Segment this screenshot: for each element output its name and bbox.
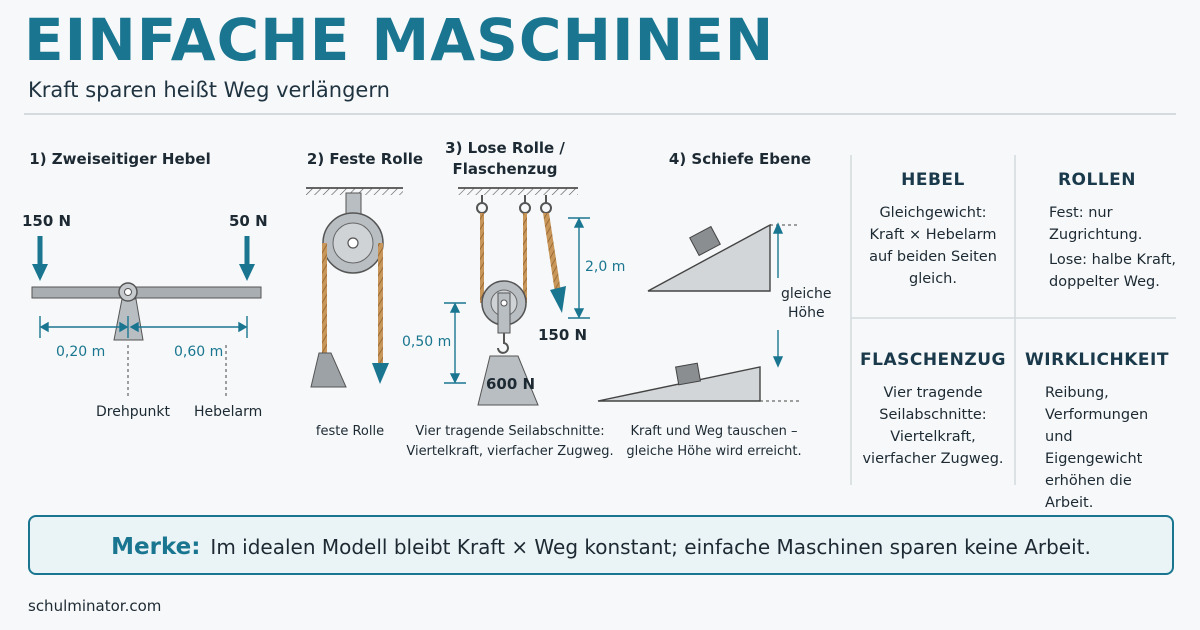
pull-force-label: 150 N <box>538 326 588 344</box>
lever-heading: 1) Zweiseitiger Hebel <box>29 150 211 168</box>
card-rollen-line: Lose: halbe Kraft, <box>1049 252 1177 268</box>
note-label: Merke: <box>111 534 201 560</box>
fixed-pulley-caption: feste Rolle <box>315 424 385 439</box>
card-rollen-text <box>1017 202 1177 293</box>
hanging-weight <box>311 353 346 387</box>
card-hebel <box>853 170 1013 290</box>
incline-height-label-line1: gleiche <box>781 286 832 302</box>
force-arrow-left <box>32 236 48 281</box>
incline-height-label-line2: Höhe <box>788 305 825 321</box>
fixed-pulley-diagram <box>306 188 403 387</box>
card-flaschenzug-title: FLASCHENZUG <box>860 350 1006 370</box>
lever-beam <box>32 287 261 298</box>
note-content <box>30 534 1172 560</box>
lever-force-left: 150 N <box>22 212 72 230</box>
lever-force-right: 50 N <box>229 212 268 230</box>
card-wirklichkeit-line: Reibung, <box>1045 385 1109 401</box>
card-flaschenzug <box>853 350 1013 470</box>
page-subtitle: Kraft sparen heißt Weg verlängern <box>28 78 390 102</box>
lever-arm-left: 0,20 m <box>56 344 106 360</box>
card-wirklichkeit-text <box>1017 382 1177 514</box>
note-box <box>28 515 1174 575</box>
card-hebel-line: Gleichgewicht: <box>879 205 987 221</box>
incline-caption-line1: Kraft und Weg tauschen – <box>630 424 798 439</box>
lever-arm-right: 0,60 m <box>174 344 224 360</box>
card-hebel-title: HEBEL <box>901 170 965 190</box>
card-hebel-text <box>853 202 1013 290</box>
incline-diagram <box>598 224 800 401</box>
card-wirklichkeit-line: erhöhen die Arbeit. <box>1045 473 1132 511</box>
card-wirklichkeit <box>1017 350 1177 514</box>
steep-ramp-block <box>690 227 721 256</box>
block-tackle-caption-line2: Viertelkraft, vierfacher Zugweg. <box>406 444 614 459</box>
card-rollen-line: Fest: nur <box>1049 205 1113 221</box>
shallow-ramp-block <box>676 363 701 385</box>
incline-heading: 4) Schiefe Ebene <box>668 150 812 168</box>
card-flaschenzug-line: vierfacher Zugweg. <box>862 451 1004 467</box>
pivot-label: Drehpunkt <box>96 404 170 420</box>
arm-dimensions <box>40 316 247 338</box>
note-text: Im idealen Modell bleibt Kraft × Weg konstant; einfache Maschinen sparen keine Arbeit. <box>210 535 1091 559</box>
lift-distance-label: 0,50 m <box>402 334 452 350</box>
card-flaschenzug-text <box>853 382 1013 470</box>
card-rollen-line: Zugrichtung. <box>1049 227 1143 243</box>
incline-caption-line2: gleiche Höhe wird erreicht. <box>626 444 802 459</box>
card-flaschenzug-line: Vier tragende <box>883 385 983 401</box>
card-flaschenzug-line: Viertelkraft, <box>890 429 976 445</box>
block-tackle-heading-line2: Flaschenzug <box>452 160 558 178</box>
card-wirklichkeit-line: Eigengewicht <box>1045 451 1143 467</box>
pull-distance-label: 2,0 m <box>585 259 626 275</box>
force-arrow-right <box>239 236 255 281</box>
load-label: 600 N <box>486 375 536 393</box>
block-tackle-heading-line1: 3) Lose Rolle / <box>445 139 565 157</box>
lever-arm-label: Hebelarm <box>194 404 263 420</box>
card-hebel-line: Kraft × Hebelarm <box>869 227 997 243</box>
footer-site: schulminator.com <box>28 597 162 615</box>
card-hebel-line: gleich. <box>909 271 957 287</box>
pull-arrow <box>372 363 389 384</box>
block-tackle-caption-line1: Vier tragende Seilabschnitte: <box>415 424 605 439</box>
card-wirklichkeit-line: Verformungen und <box>1045 407 1149 445</box>
fixed-pulley-heading: 2) Feste Rolle <box>306 150 424 168</box>
block-tackle-diagram <box>444 188 590 405</box>
card-rollen-title: ROLLEN <box>1057 170 1137 190</box>
card-rollen-line: doppelter Weg. <box>1049 274 1160 290</box>
card-flaschenzug-line: Seilabschnitte: <box>879 407 987 423</box>
card-hebel-line: auf beiden Seiten <box>869 249 997 265</box>
page-title: EINFACHE MASCHINEN <box>24 6 775 74</box>
pull-force-arrow <box>550 286 566 313</box>
card-rollen <box>1017 170 1177 293</box>
card-wirklichkeit-title: WIRKLICHKEIT <box>1025 350 1169 370</box>
lever-diagram <box>32 236 261 398</box>
